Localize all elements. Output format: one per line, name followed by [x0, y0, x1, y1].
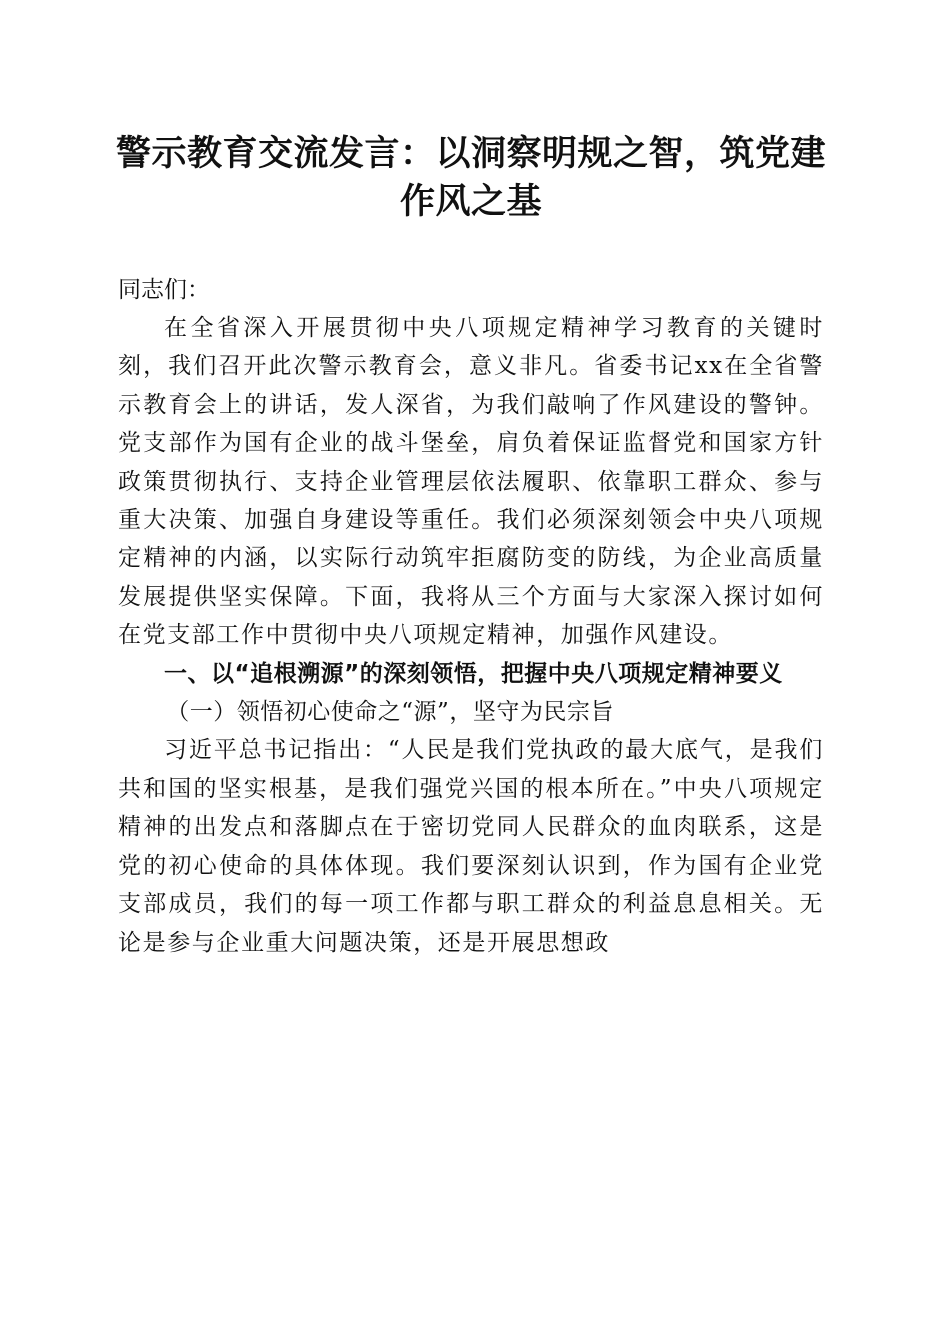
intro-paragraph: 在全省深入开展贯彻中央八项规定精神学习教育的关键时刻，我们召开此次警示教育会，意义非凡。省委书记xx在全省警示教育会上的讲话，发人深省，为我们敲响了作风建设的警钟。党支部作为国有企业的战斗堡垒，肩负着保证监督党和国家方针政策贯彻执行、支持企业管理层依法履职、依靠职工群众、参与重大决策、加强自身建设等重任。我们必须深刻领会中央八项规定精神的内涵，以实际行动筑牢拒腐防变的防线，为企业高质量发展提供坚实保障。下面，我将从三个方面与大家深入探讨如何在党支部工作中贯彻中央八项规定精神，加强作风建设。 — [118, 315, 824, 649]
section-1-heading: 一、以“追根溯源”的深刻领悟，把握中央八项规定精神要义 — [164, 660, 783, 687]
document-title: 警示教育交流发言：以洞察明规之智，筑党建作风之基 — [115, 133, 826, 222]
subsection-1-heading: （一）领悟初心使命之“源”，坚守为民宗旨 — [166, 699, 614, 726]
subsection-1-paragraph: 习近平总书记指出：“人民是我们党执政的最大底气，是我们共和国的坚实根基，是我们强党兴国的根本所在。”中央八项规定精神的出发点和落脚点在于密切党同人民群众的血肉联系，这是党的初心使命的具体体现。我们要深刻认识到，作为国有企业党支部成员，我们的每一项工作都与职工群众的利益息息相关。无论是参与企业重大问题决策，还是开展思想政 — [118, 737, 824, 956]
salutation: 同志们： — [118, 277, 210, 303]
document-page — [115, 130, 826, 962]
